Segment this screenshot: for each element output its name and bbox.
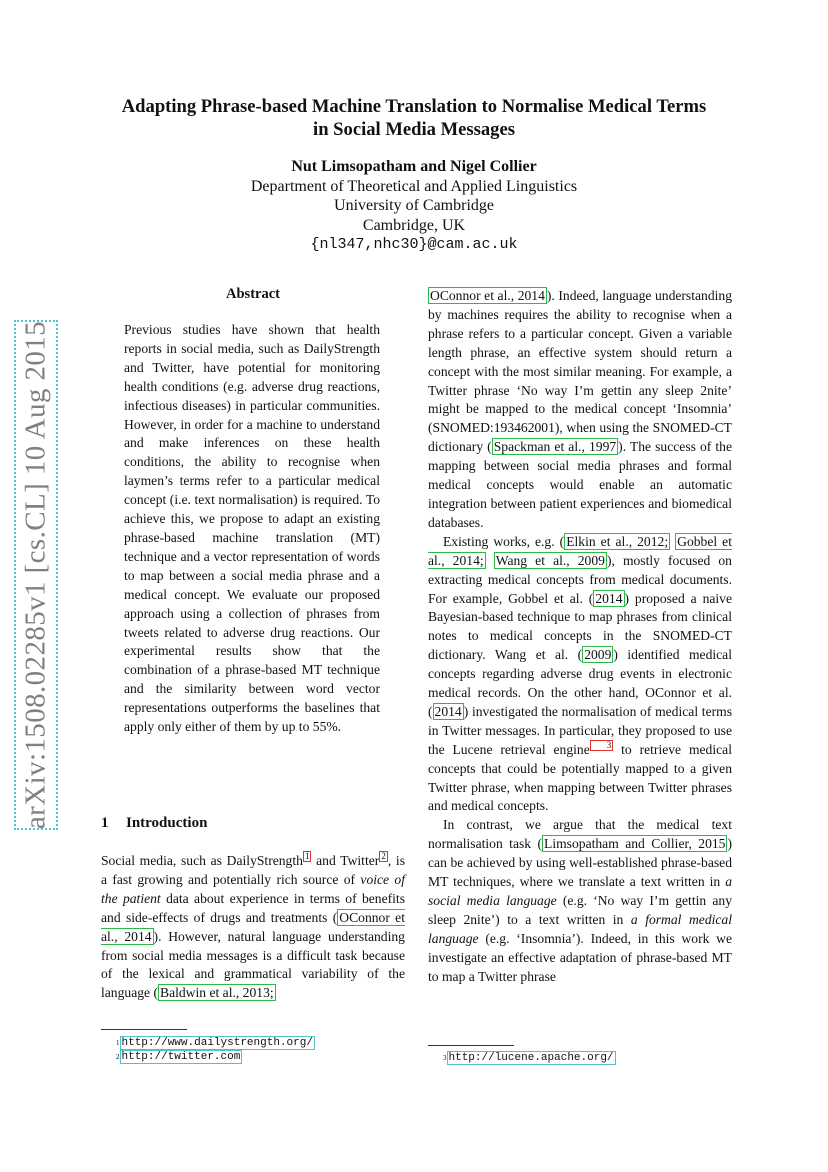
text-run: In contrast, we argue that the medical text normalisation task ( <box>428 817 732 852</box>
abstract-text: Previous studies have shown that health reports in social media, such as DailyStrength and Twitter, have potential for monitoring health conditions (e.g. adverse drug reactions, infectious diseases) in particular communities. However, in order for a machine to understand and make inferences on these health conditions, the ability to recognise when laymen’s terms refer to a particular medical concept (i.e. text normalisation) is required. To achieve this, we propose to adapt an existing phrase-based machine translation (MT) technique and a vector representation of words to map between a social media phrase and a medical concept. We evaluate our proposed approach using a collection of phrases from tweets related to adverse drug reactions. Our experimental results show that the combination of a phrase-based MT technique and the similarity between word vector representations outperforms the baselines that apply only either of them by up to 55%. <box>124 322 380 735</box>
author-email: {nl347,nhc30}@cam.ac.uk <box>310 236 518 253</box>
text-run: Social media, such as DailyStrength <box>101 853 303 868</box>
citation-link[interactable]: Gobbel et al., 2014; <box>428 533 732 568</box>
citation-link[interactable]: 2009 <box>584 647 612 663</box>
arxiv-identifier: arXiv:1508.02285v1 [cs.CL] 10 Aug 2015 <box>19 320 52 830</box>
text-run: ) identified medical concepts regarding adverse drug events in electronic medical records. On the other hand, OConnor et al. ( <box>428 647 732 719</box>
citation-link[interactable]: OConnor et al., 2014 <box>101 909 405 944</box>
footnote-1 <box>116 1036 315 1050</box>
footnote-rule-right <box>428 1045 514 1046</box>
footnote-2 <box>116 1050 315 1064</box>
citation-link[interactable]: 2014 <box>595 590 623 606</box>
footnote-url-link[interactable]: http://www.dailystrength.org/ <box>121 1037 313 1049</box>
right-column <box>428 287 732 987</box>
text-run: , is a fast growing and potentially rich source of <box>101 853 405 887</box>
title-line-1: Adapting Phrase-based Machine Translation to Normalise Medical Terms <box>121 96 707 117</box>
author-department: Department of Theoretical and Applied Linguistics <box>250 177 578 195</box>
citation-link[interactable]: Limsopatham and Collier, 2015 <box>544 836 726 852</box>
text-run: (e.g. ‘Insomnia’). Indeed, in this work we investigate an effective adaptation of phrase-based MT to map a Twitter phrase <box>428 930 732 984</box>
text-run: ), mostly focused on extracting medical concepts from medical documents. For example, Gobbel et al. ( <box>428 552 732 606</box>
paragraph-in-contrast <box>428 816 732 986</box>
section-heading-introduction <box>101 815 207 832</box>
citation-link[interactable]: Elkin et al., 2012; <box>566 533 669 549</box>
footnote-link-1[interactable]: 1 <box>304 851 310 861</box>
arxiv-sidebar-stamp[interactable] <box>14 320 58 830</box>
author-names: Nut Limsopatham and Nigel Collier <box>291 158 537 175</box>
text-run: ). However, natural language understanding from social media messages is a difficult task because of the lexical and grammatical variability of the language ( <box>101 928 405 1001</box>
paragraph-existing-works <box>428 533 732 817</box>
footnote-number: 3 <box>443 1054 447 1062</box>
text-run: ) proposed a naive Bayesian-based technique to map phrases from clinical notes to medical concepts in the SNOMED-CT dictionary. Wang et al. ( <box>428 590 733 663</box>
text-run: ). Indeed, language understanding by machines requires the ability to recognise when a phrase refers to a particular concept. Given a variable length phrase, an effective system should return a concept with the most similar meaning. For example, a Twitter phrase ‘No way I’m gettin any sleep 2nite’ might be mapped to the medical concept ‘Insomnia’ (SNOMED:193462001), when using the SNOMED-CT dictionary ( <box>428 288 732 455</box>
footnotes-left <box>116 1036 315 1064</box>
citation-link[interactable]: Wang et al., 2009 <box>495 552 605 568</box>
paragraph-continued <box>428 287 732 533</box>
text-run: ). The success of the mapping between social media phrases and formal medical concepts would enable an automatic integration between patient experiences and biomedical databases. <box>428 439 732 530</box>
text-run: and Twitter <box>311 853 380 868</box>
section-number: 1 <box>101 815 109 831</box>
citation-link[interactable]: Baldwin et al., 2013; <box>160 985 274 1001</box>
section-title: Introduction <box>126 815 208 831</box>
title-line-2: in Social Media Messages <box>313 119 515 140</box>
text-run: Existing works, e.g. ( <box>443 533 565 549</box>
abstract-heading: Abstract <box>226 286 280 302</box>
citation-link[interactable]: 2014 <box>434 703 462 719</box>
emphasis-text: a formal medical language <box>428 911 732 946</box>
footnote-number: 2 <box>116 1053 120 1061</box>
footnote-url-link[interactable]: http://lucene.apache.org/ <box>448 1052 614 1064</box>
emphasis-text: voice of the patient <box>101 871 405 906</box>
paper-title <box>90 95 738 141</box>
intro-paragraph-1 <box>101 852 405 1003</box>
citation-link[interactable]: Spackman et al., 1997 <box>493 439 617 455</box>
footnote-link-3[interactable]: 3 <box>590 740 614 751</box>
footnote-link-2[interactable]: 2 <box>381 851 386 861</box>
text-run: ) can be achieved by using well-established phrase-based MT techniques, where we translate a text written in <box>428 836 732 890</box>
emphasis-text: a social media language <box>428 874 732 908</box>
text-run: (e.g. ‘No way I’m gettin any sleep 2nite’) to a text written in <box>428 893 732 927</box>
footnote-url-link[interactable]: http://twitter.com <box>121 1051 241 1063</box>
text-run: to retrieve medical concepts that could be potentially mapped to a given Twitter phrase, when mapping between Twitter phrases and medical concepts. <box>428 741 732 814</box>
abstract-body <box>124 321 380 737</box>
author-university: University of Cambridge <box>334 197 494 214</box>
footnotes-right <box>443 1051 616 1065</box>
author-location: Cambridge, UK <box>362 216 466 234</box>
text-run: ) investigated the normalisation of medical terms in Twitter messages. In particular, they proposed to use the Lucene retrieval engine <box>428 703 732 757</box>
footnote-rule-left <box>101 1029 187 1030</box>
text-run: data about experience in terms of benefits and side-effects of drugs and treatments ( <box>101 890 405 925</box>
footnote-number: 1 <box>116 1039 120 1047</box>
author-block <box>90 157 738 255</box>
introduction-left-column <box>101 852 405 1003</box>
footnote-3 <box>443 1051 616 1065</box>
citation-link[interactable]: OConnor et al., 2014 <box>430 288 545 303</box>
